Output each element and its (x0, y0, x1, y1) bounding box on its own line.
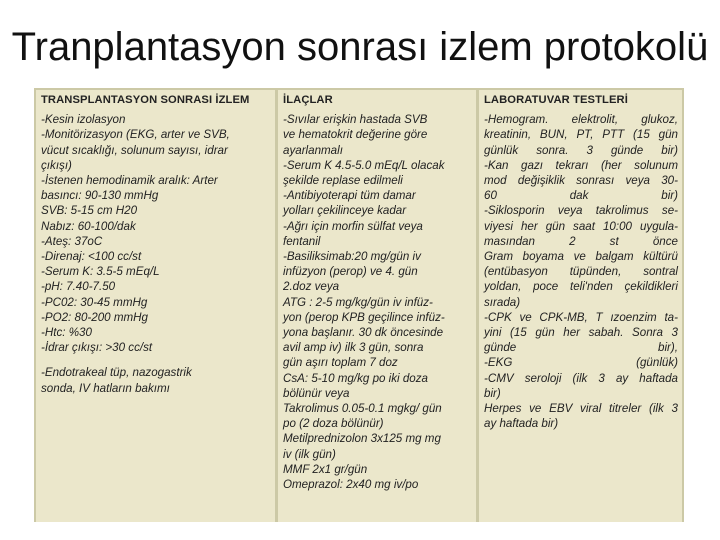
column-heading: İLAÇLAR (283, 94, 333, 106)
protocol-line: yini (15 gün her sabah. Sonra 3 (484, 326, 678, 340)
protocol-line: -EKG (günlük) (484, 356, 678, 370)
column-laboratuvar (479, 90, 682, 522)
protocol-line: (entübasyon tüpünden, sontral (484, 265, 678, 279)
protocol-line: -CPK ve CPK-MB, T ızoenzim ta- (484, 310, 678, 324)
protocol-line: yon (perop KPB geçilince infüz- (283, 310, 445, 324)
protocol-line: ve hematokrit değerine göre (283, 128, 428, 142)
protocol-line: -Direnaj: <100 cc/st (41, 250, 142, 264)
protocol-line: -Serum K 4.5-5.0 mEq/L olacak (283, 158, 445, 172)
protocol-line: fentanil (283, 234, 321, 248)
protocol-line: günlük sonra. 3 günde bir) (484, 143, 678, 157)
protocol-line: SVB: 5-15 cm H20 (41, 204, 138, 218)
protocol-line: gün aşırı toplam 7 doz (283, 356, 398, 370)
protocol-line: infüzyon (perop) ve 4. gün (283, 265, 418, 279)
protocol-line: -CMV seroloji (ilk 3 ay haftada (484, 371, 678, 385)
protocol-line: -Monitörizasyon (EKG, arter ve SVB, (41, 128, 230, 142)
protocol-line: -Kesin izolasyon (41, 113, 126, 127)
column-lines (484, 112, 678, 431)
protocol-line: vücut sıcaklığı, solunum sayısı, idrar (41, 143, 228, 157)
column-ilaclar (278, 90, 476, 522)
protocol-line: -Kan gazı tekrarı (her solunum (484, 158, 678, 172)
slide-title: Tranplantasyon sonrası izlem protokolü (11, 25, 709, 69)
protocol-line: bir) (484, 386, 501, 400)
protocol-line: 60 dak bir) (484, 189, 678, 203)
protocol-line: yoldan, poce teli'nden çekildikleri (484, 280, 678, 294)
protocol-line: viyesi her gün saat 10:00 uygula- (484, 219, 678, 233)
protocol-line: -İdrar çıkışı: >30 cc/st (41, 341, 153, 355)
protocol-line: -İstenen hemodinamik aralık: Arter (41, 174, 218, 188)
protocol-line: Herpes ve EBV viral titreler (ilk 3 (484, 402, 678, 416)
protocol-line: -Serum K: 3.5-5 mEq/L (41, 265, 160, 279)
protocol-line: -Siklosporin veya takrolimus se- (484, 204, 678, 218)
protocol-line: -PO2: 80-200 mmHg (41, 310, 148, 324)
protocol-line: -Sıvılar erişkin hastada SVB (283, 113, 428, 127)
protocol-line: Metilprednizolon 3x125 mg mg (283, 432, 441, 446)
protocol-line: günde bir), (484, 341, 678, 355)
protocol-line: -Antibiyoterapi tüm damar (283, 189, 416, 203)
protocol-line: ay haftada bir) (484, 417, 559, 431)
protocol-line: po (2 doza bölünür) (283, 417, 384, 431)
protocol-line: çıkışı) (41, 158, 72, 172)
protocol-table (34, 88, 684, 522)
protocol-line: kreatinin, BUN, PT, PTT (15 gün (484, 128, 678, 142)
protocol-line: ATG : 2-5 mg/kg/gün iv infüz- (283, 295, 433, 309)
protocol-line: avil amp iv) ilk 3 gün, sonra (283, 341, 424, 355)
protocol-line: Omeprazol: 2x40 mg iv/po (283, 478, 419, 492)
protocol-line: masından 2 st önce (484, 234, 678, 248)
protocol-line: Gram boyama ve balgam kültürü (484, 250, 678, 264)
protocol-line: -Basiliksimab:20 mg/gün iv (283, 250, 421, 264)
protocol-line: -Htc: %30 (41, 326, 92, 340)
protocol-line: -pH: 7.40-7.50 (41, 280, 116, 294)
protocol-line: -Ağrı için morfin sülfat veya (283, 219, 423, 233)
protocol-line: -Ateş: 37oC (41, 234, 103, 248)
column-izlem (36, 90, 275, 522)
line-spacer (41, 355, 271, 365)
protocol-line: -PC02: 30-45 mmHg (41, 295, 148, 309)
protocol-line: -Endotrakeal tüp, nazogastrik (41, 366, 192, 380)
protocol-line: 2.doz veya (283, 280, 340, 294)
protocol-line: ayarlanmalı (283, 143, 343, 157)
protocol-line: bölünür veya (283, 386, 350, 400)
protocol-line: mod değişiklik sonrası veya 30- (484, 174, 678, 188)
protocol-line: CsA: 5-10 mg/kg po iki doza (283, 371, 428, 385)
column-lines (283, 112, 472, 492)
protocol-line: yona başlanır. 30 dk öncesinde (283, 326, 444, 340)
protocol-line: Nabız: 60-100/dak (41, 219, 136, 233)
column-lines (41, 112, 271, 396)
protocol-line: MMF 2x1 gr/gün (283, 462, 368, 476)
protocol-line: sırada) (484, 295, 521, 309)
column-heading: LABORATUVAR TESTLERİ (484, 94, 628, 106)
protocol-line: şekilde replase edilmeli (283, 174, 403, 188)
protocol-line: iv (ilk gün) (283, 447, 336, 461)
protocol-line: sonda, IV hatların bakımı (41, 381, 170, 395)
protocol-line: yolları çekilinceye kadar (283, 204, 407, 218)
protocol-line: basıncı: 90-130 mmHg (41, 189, 159, 203)
protocol-line: Takrolimus 0.05-0.1 mgkg/ gün (283, 402, 442, 416)
column-heading: TRANSPLANTASYON SONRASI İZLEM (41, 94, 250, 106)
protocol-line: -Hemogram. elektrolit, glukoz, (484, 113, 678, 127)
